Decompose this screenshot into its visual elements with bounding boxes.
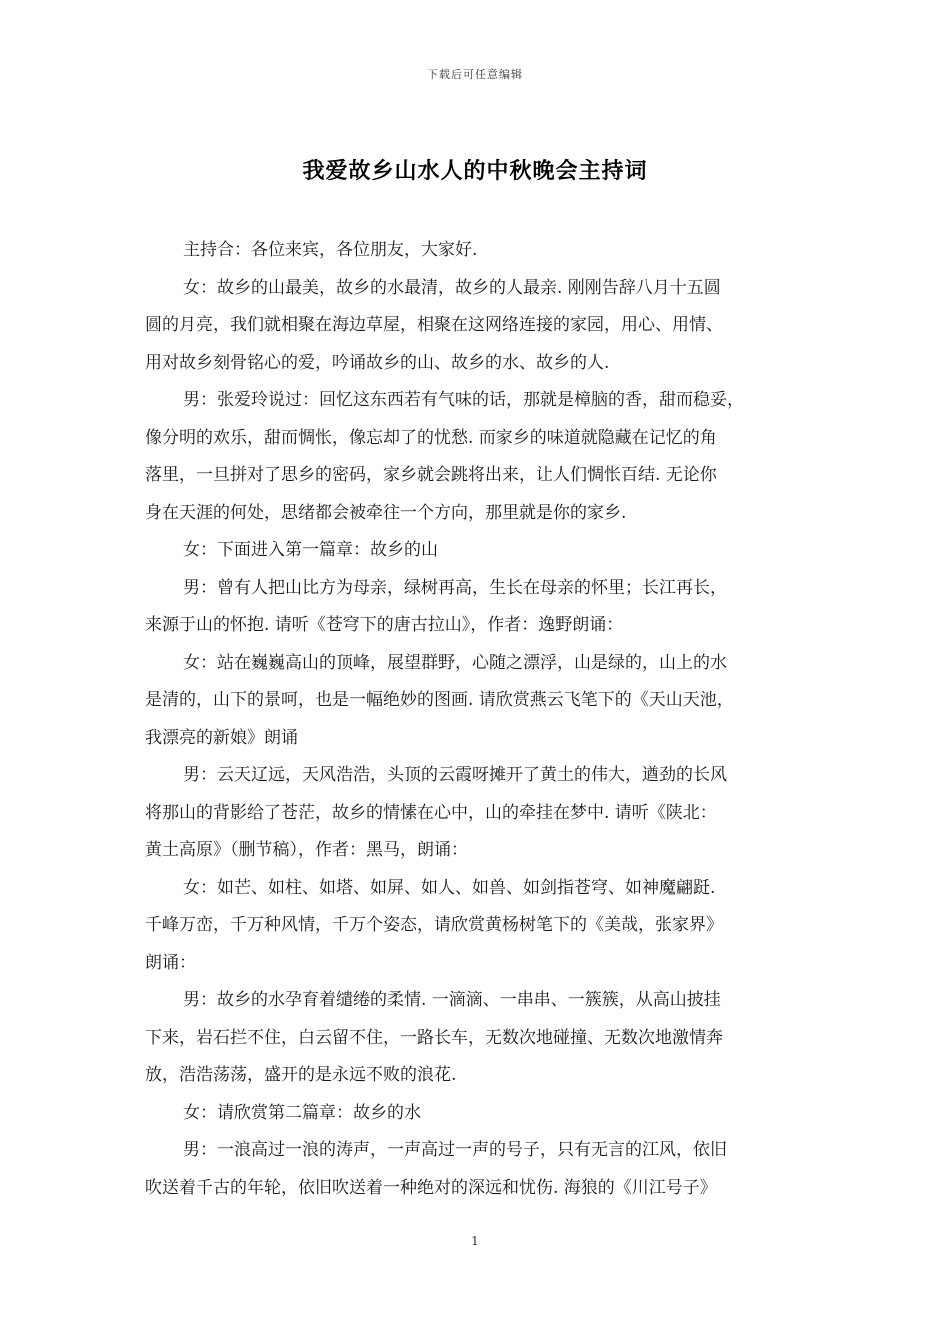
paragraph xyxy=(145,1132,825,1207)
paragraph xyxy=(145,382,825,532)
paragraph-line: 男：一浪高过一浪的涛声，一声高过一声的号子，只有无言的江风，依旧 xyxy=(183,1140,727,1160)
paragraph-line: 女：下面进入第一篇章：故乡的山 xyxy=(183,540,438,560)
paragraph-line: 主持合：各位来宾，各位朋友，大家好. xyxy=(183,240,478,260)
paragraph-line: 女：请欣赏第二篇章：故乡的水 xyxy=(183,1102,421,1123)
paragraph-line: 男：故乡的水孕育着缱绻的柔情. 一滴滴、一串串、一簇簇，从高山披挂 xyxy=(183,990,721,1010)
header-note: 下载后可任意编辑 xyxy=(427,68,523,81)
paragraph xyxy=(145,532,825,570)
paragraph xyxy=(145,270,825,383)
document-body xyxy=(145,232,825,1207)
paragraph-line: 落里，一旦拼对了思乡的密码，家乡就会跳将出来，让人们惆怅百结. 无论你 xyxy=(145,465,717,485)
paragraph-line: 像分明的欢乐，甜而惆怅，像忘却了的忧愁. 而家乡的味道就隐藏在记忆的角 xyxy=(145,427,717,448)
paragraph-line: 千峰万峦，千万种风情，千万个姿态，请欣赏黄杨树笔下的《美哉，张家界》 xyxy=(145,915,723,935)
paragraph-line: 来源于山的怀抱. 请听《苍穹下的唐古拉山》，作者：逸野朗诵： xyxy=(145,615,624,635)
paragraph-line: 下来，岩石拦不住，白云留不住，一路长车，无数次地碰撞、无数次地激情奔 xyxy=(145,1027,723,1048)
paragraph-line: 吹送着千古的年轮，依旧吹送着一种绝对的深远和忧伤. 海狼的《川江号子》 xyxy=(145,1177,717,1198)
paragraph-line: 是清的，山下的景呵，也是一幅绝妙的图画. 请欣赏燕云飞笔下的《天山天池， xyxy=(145,690,734,710)
paragraph-line: 将那山的背影给了苍茫，故乡的情愫在心中，山的牵挂在梦中. 请听《陕北： xyxy=(145,802,717,823)
paragraph xyxy=(145,757,825,870)
paragraph xyxy=(145,1095,825,1133)
paragraph xyxy=(145,870,825,983)
paragraph-line: 男：曾有人把山比方为母亲，绿树再高，生长在母亲的怀里；长江再长， xyxy=(183,577,727,598)
page-number: 1 xyxy=(471,1234,479,1248)
paragraph-line: 女：如芒、如柱、如塔、如屏、如人、如兽、如剑指苍穹、如神魔翩跹. xyxy=(183,877,716,898)
paragraph xyxy=(145,982,825,1095)
paragraph xyxy=(145,232,825,270)
document-title: 我爱故乡山水人的中秋晚会主持词 xyxy=(302,158,648,184)
paragraph-line: 用对故乡刻骨铭心的爱，吟诵故乡的山、故乡的水、故乡的人. xyxy=(145,352,610,373)
paragraph xyxy=(145,570,825,645)
paragraph-line: 我漂亮的新娘》朗诵 xyxy=(145,727,298,748)
paragraph-line: 女：故乡的山最美，故乡的水最清，故乡的人最亲. 刚刚告辞八月十五圆 xyxy=(183,277,721,298)
paragraph-line: 朗诵： xyxy=(145,952,196,973)
paragraph-line: 身在天涯的何处，思绪都会被牵往一个方向，那里就是你的家乡. xyxy=(145,502,627,523)
paragraph-line: 圆的月亮，我们就相聚在海边草屋，相聚在这网络连接的家园，用心、用情、 xyxy=(145,315,723,335)
paragraph xyxy=(145,645,825,758)
paragraph-line: 男：云天辽远，天风浩浩，头顶的云霞呀摊开了黄土的伟大，遒劲的长风 xyxy=(183,765,727,785)
paragraph-line: 放，浩浩荡荡，盛开的是永远不败的浪花. xyxy=(145,1065,457,1085)
paragraph-line: 男：张爱玲说过：回忆这东西若有气味的话，那就是樟脑的香，甜而稳妥， xyxy=(183,390,744,410)
paragraph-line: 黄土高原》（删节稿），作者：黑马，朗诵： xyxy=(145,840,468,860)
paragraph-line: 女：站在巍巍高山的顶峰，展望群野，心随之漂浮，山是绿的，山上的水 xyxy=(183,652,727,673)
